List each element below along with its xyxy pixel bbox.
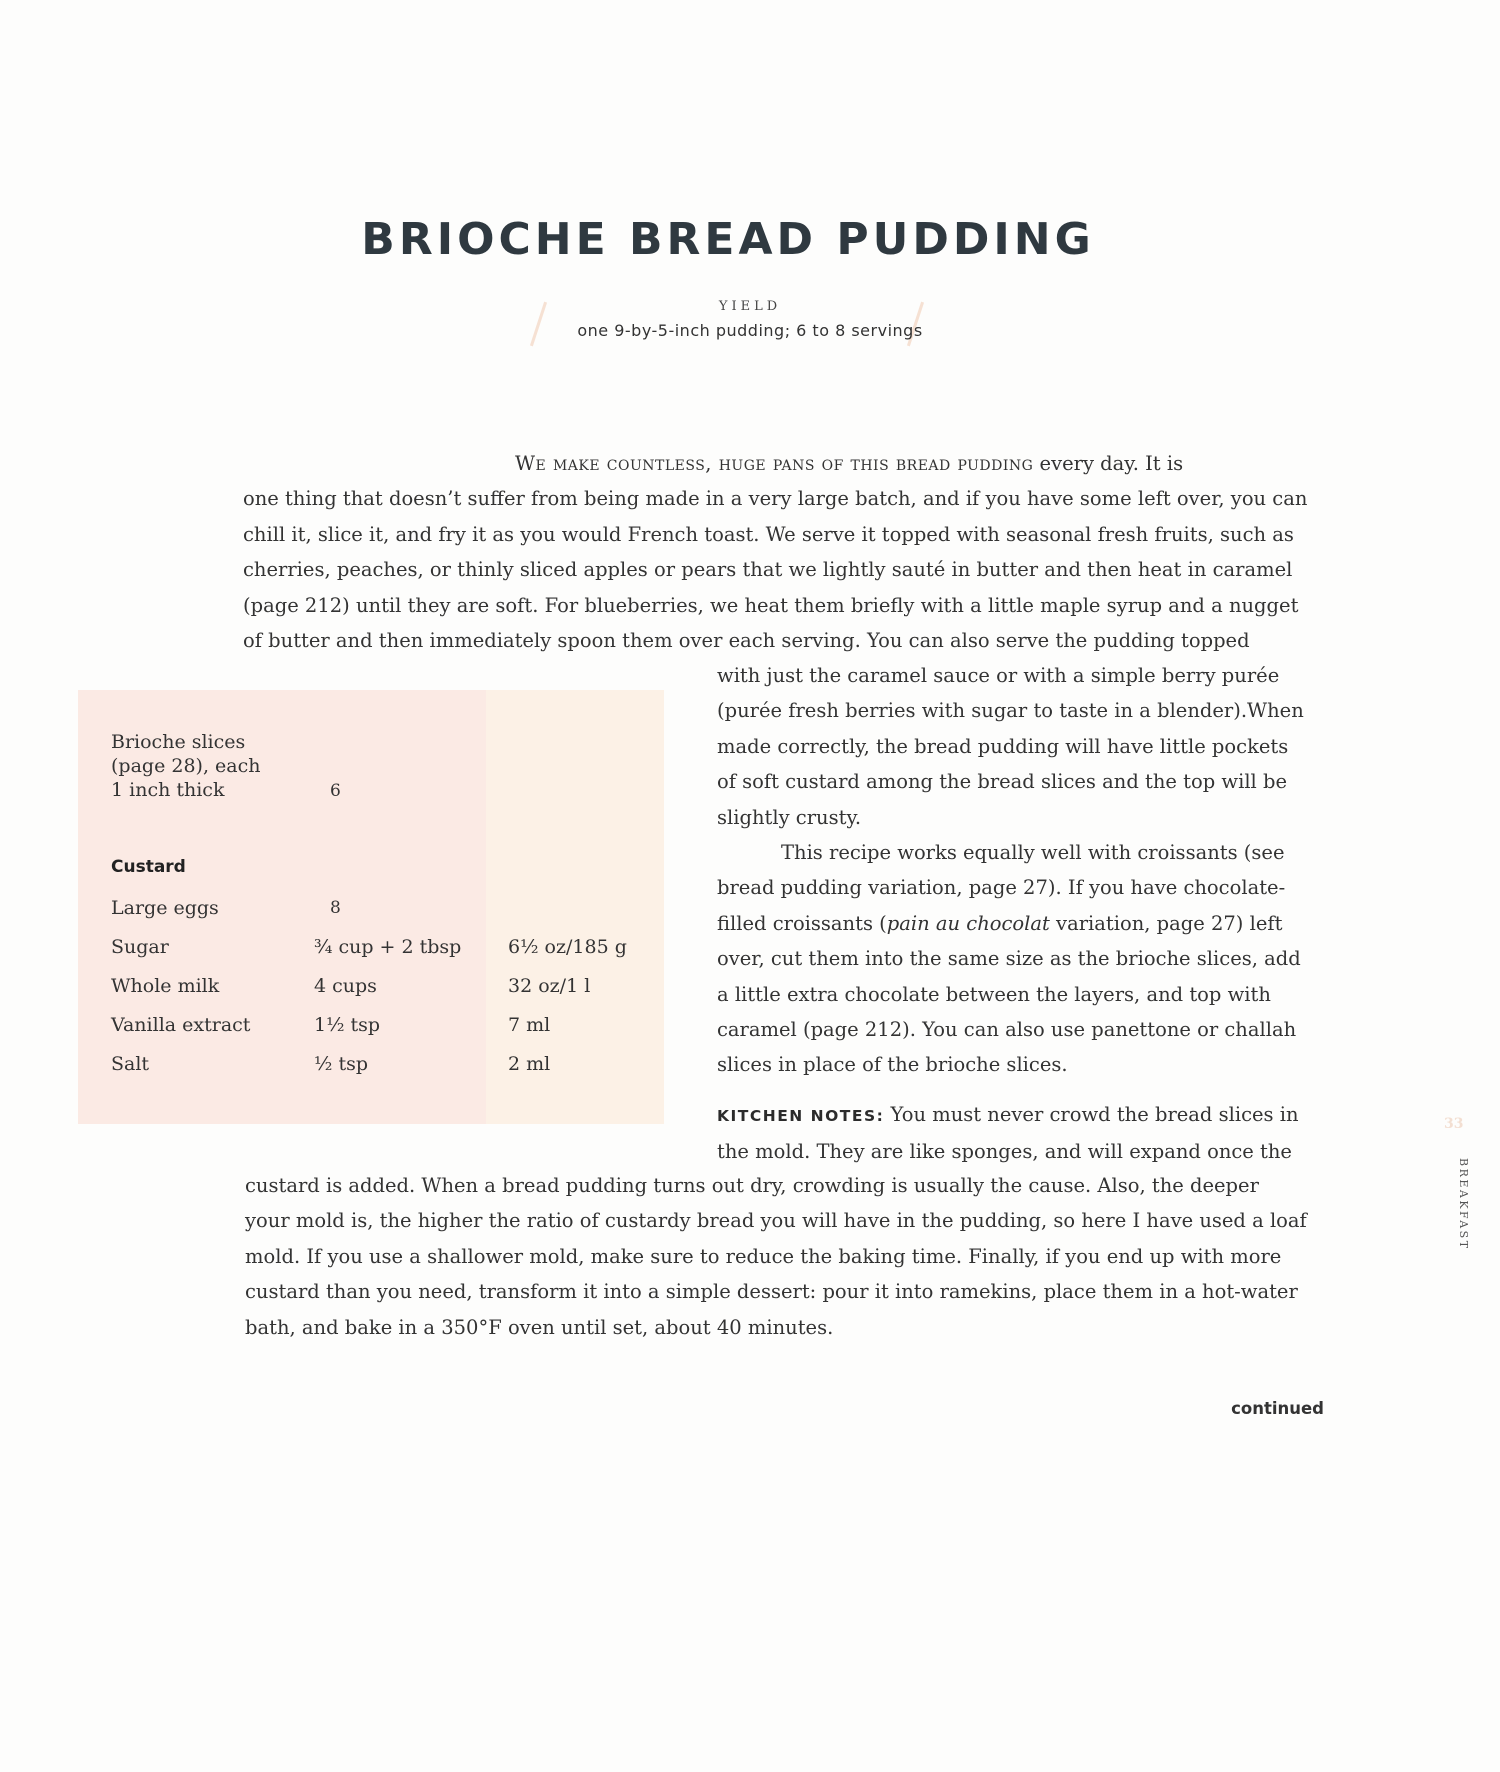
variation-line: caramel (page 212). You can also use panettone or challah bbox=[717, 1018, 1297, 1042]
recipe-title: BRIOCHE BREAD PUDDING bbox=[361, 214, 1095, 265]
intro-line: (purée fresh berries with sugar to taste in a blender).When bbox=[717, 699, 1304, 723]
ingredient-metric-amount: 32 oz/1 l bbox=[508, 975, 591, 997]
intro-line: cherries, peaches, or thinly sliced apples or pears that we lightly sauté in butter and then heat in caramel bbox=[243, 558, 1293, 582]
ingredient-us-amount: 6 bbox=[330, 781, 341, 801]
ingredient-name: Sugar bbox=[111, 936, 169, 958]
yield-label: YIELD bbox=[718, 299, 782, 314]
continued-label: continued bbox=[1231, 1399, 1324, 1418]
kitchen-notes-wide bbox=[245, 1168, 1345, 1345]
intro-line: one thing that doesn’t suffer from being made in a very large batch, and if you have some left over, you can bbox=[243, 487, 1308, 511]
section-label: BREAKFAST bbox=[1457, 1158, 1470, 1251]
custard-heading: Custard bbox=[111, 857, 186, 877]
ingredient-name: Brioche slices (page 28), each 1 inch thick bbox=[111, 731, 261, 801]
variation-line: slices in place of the brioche slices. bbox=[717, 1053, 1068, 1077]
ingredient-metric-amount: 2 ml bbox=[508, 1053, 551, 1075]
ingredient-us-amount: ¾ cup + 2 tbsp bbox=[314, 936, 462, 958]
intro-line: made correctly, the bread pudding will have little pockets bbox=[717, 734, 1289, 758]
intro-line: of butter and then immediately spoon them over each serving. You can also serve the pudding topped bbox=[243, 629, 1250, 653]
ingredient-us-amount: 4 cups bbox=[314, 975, 377, 997]
intro-paragraph-narrow bbox=[717, 658, 1337, 835]
ingredient-name: Large eggs bbox=[111, 897, 219, 919]
intro-line: of soft custard among the bread slices and the top will be bbox=[717, 770, 1288, 794]
ingredient-name: Vanilla extract bbox=[111, 1014, 251, 1036]
ingredient-us-amount: 1½ tsp bbox=[314, 1014, 381, 1036]
ingredient-us-amount: 8 bbox=[330, 898, 341, 918]
ingredient-us-amount: ½ tsp bbox=[314, 1053, 369, 1075]
ingredient-metric-amount: 6½ oz/185 g bbox=[508, 936, 627, 958]
kitchen-notes-line: your mold is, the higher the ratio of custardy bread you will have in the pudding, so here I have used a loaf bbox=[245, 1209, 1307, 1233]
variation-italic: pain au chocolat bbox=[886, 911, 1050, 935]
variation-line: bread pudding variation, page 27). If you have chocolate- bbox=[717, 876, 1286, 900]
variation-line-start: filled croissants ( bbox=[717, 911, 887, 935]
kitchen-notes-line: bath, and bake in a 350°F oven until set, about 40 minutes. bbox=[245, 1315, 834, 1339]
intro-line: (page 212) until they are soft. For blueberries, we heat them briefly with a little maple syrup and a nugget bbox=[243, 593, 1299, 617]
yield-value: one 9-by-5-inch pudding; 6 to 8 servings bbox=[577, 321, 923, 340]
intro-line: with just the caramel sauce or with a simple berry purée bbox=[717, 664, 1280, 687]
kitchen-notes-line: You must never crowd the bread slices in bbox=[884, 1103, 1299, 1126]
ingredient-name: Whole milk bbox=[111, 975, 220, 997]
variation-line: This recipe works equally well with croissants (see bbox=[781, 841, 1285, 864]
kitchen-notes-narrow bbox=[717, 1097, 1357, 1170]
kitchen-notes-line: the mold. They are like sponges, and will expand once the bbox=[717, 1140, 1292, 1164]
kitchen-notes-line: mold. If you use a shallower mold, make sure to reduce the baking time. Finally, if you end up with more bbox=[245, 1244, 1282, 1268]
kitchen-notes-line: custard than you need, transform it into a simple dessert: pour it into ramekins, place them in a hot-water bbox=[245, 1280, 1298, 1304]
variation-paragraph bbox=[717, 835, 1337, 1083]
variation-line-end: variation, page 27) left bbox=[1049, 911, 1283, 935]
page-number: 33 bbox=[1444, 1116, 1464, 1132]
kitchen-notes-line: custard is added. When a bread pudding turns out dry, crowding is usually the cause. Also, the deeper bbox=[245, 1174, 1259, 1197]
intro-line1-rest: every day. It is bbox=[1033, 452, 1184, 475]
intro-paragraph bbox=[243, 446, 1323, 658]
variation-line: a little extra chocolate between the layers, and top with bbox=[717, 982, 1271, 1006]
intro-line: slightly crusty. bbox=[717, 805, 862, 829]
intro-line: chill it, slice it, and fry it as you would French toast. We serve it topped with seasonal fresh fruits, such as bbox=[243, 522, 1294, 546]
ingredient-metric-amount: 7 ml bbox=[508, 1014, 551, 1036]
ingredient-name: Salt bbox=[111, 1053, 150, 1075]
kitchen-notes-label: KITCHEN NOTES: bbox=[717, 1107, 885, 1125]
intro-lead: We make countless, huge pans of this bread pudding bbox=[515, 452, 1034, 475]
variation-line: over, cut them into the same size as the brioche slices, add bbox=[717, 947, 1301, 971]
